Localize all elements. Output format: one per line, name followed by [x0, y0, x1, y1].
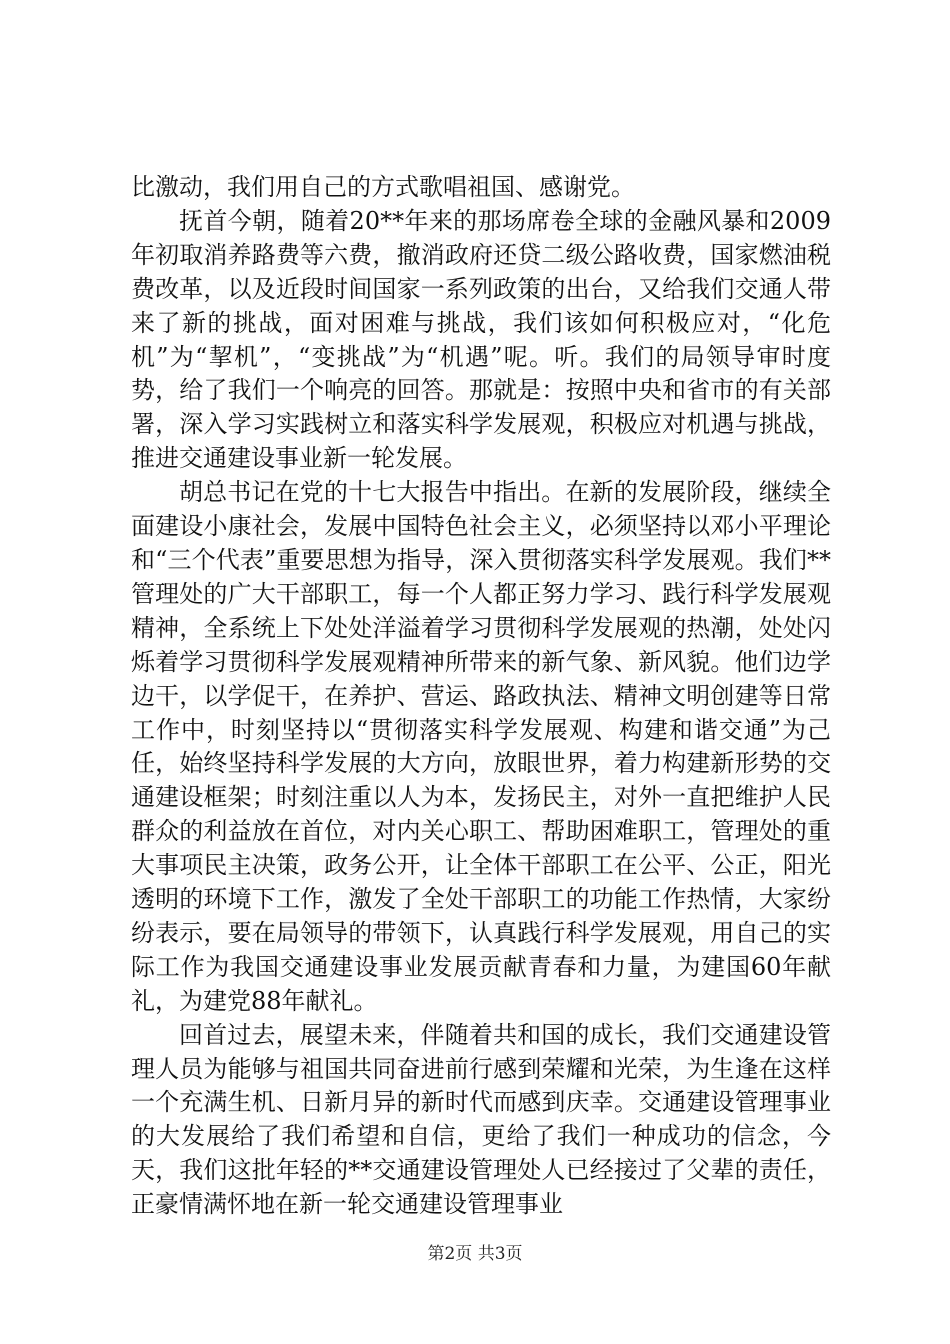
paragraph-continuation: 比激动，我们用自己的方式歌唱祖国、感谢党。	[131, 173, 635, 201]
page-footer: 第2页 共3页	[427, 1244, 523, 1264]
paragraph-financial-crisis: 抚首今朝，随着20**年来的那场席卷全球的金融风暴和2009年初取消养路费等六费，撤消政府还贷二级公路收费，国家燃油税费改革，以及近段时间国家一系列政策的出台，又给我们交通人带来了新的挑战，面对困难与挑战，我们该如何积极应对，“化危机”为“挈机”，“变挑战”为“机遇”呢。听。我们的局领导审时度势，给了我们一个响亮的回答。那就是：按照中央和省市的有关部署，深入学习实践树立和落实科学发展观，积极应对机遇与挑战，推进交通建设事业新一轮发展。	[131, 206, 831, 473]
body-text	[131, 171, 831, 1222]
paragraph-scientific-development: 胡总书记在党的十七大报告中指出。在新的发展阶段，继续全面建设小康社会，发展中国特色社会主义，必须坚持以邓小平理论和“三个代表”重要思想为指导，深入贯彻落实科学发展观。我们**管理处的广大干部职工，每一个人都正努力学习、践行科学发展观精神，全系统上下处处洋溢着学习贯彻科学发展观的热潮，处处闪烁着学习贯彻科学发展观精神所带来的新气象、新风貌。他们边学边干，以学促干，在养护、营运、路政执法、精神文明创建等日常工作中，时刻坚持以“贯彻落实科学发展观、构建和谐交通”为己任，始终坚持科学发展的大方向，放眼世界，着力构建新形势的交通建设框架；时刻注重以人为本，发扬民主，对外一直把维护人民群众的利益放在首位，对内关心职工、帮助困难职工，管理处的重大事项民主决策，政务公开，让全体干部职工在公平、公正，阳光透明的环境下工作，激发了全处干部职工的功能工作热情，大家纷纷表示，要在局领导的带领下，认真践行科学发展观，用自己的实际工作为我国交通建设事业发展贡献青春和力量，为建国60年献礼，为建党88年献礼。	[131, 478, 831, 1015]
paragraph-looking-back: 回首过去，展望未来，伴随着共和国的成长，我们交通建设管理人员为能够与祖国共同奋进前行感到荣耀和光荣，为生逢在这样一个充满生机、日新月异的新时代而感到庆幸。交通建设管理事业的大发展给了我们希望和自信，更给了我们一种成功的信念，今天，我们这批年轻的**交通建设管理处人已经接过了父辈的责任，正豪情满怀地在新一轮交通建设管理事业	[131, 1020, 831, 1219]
